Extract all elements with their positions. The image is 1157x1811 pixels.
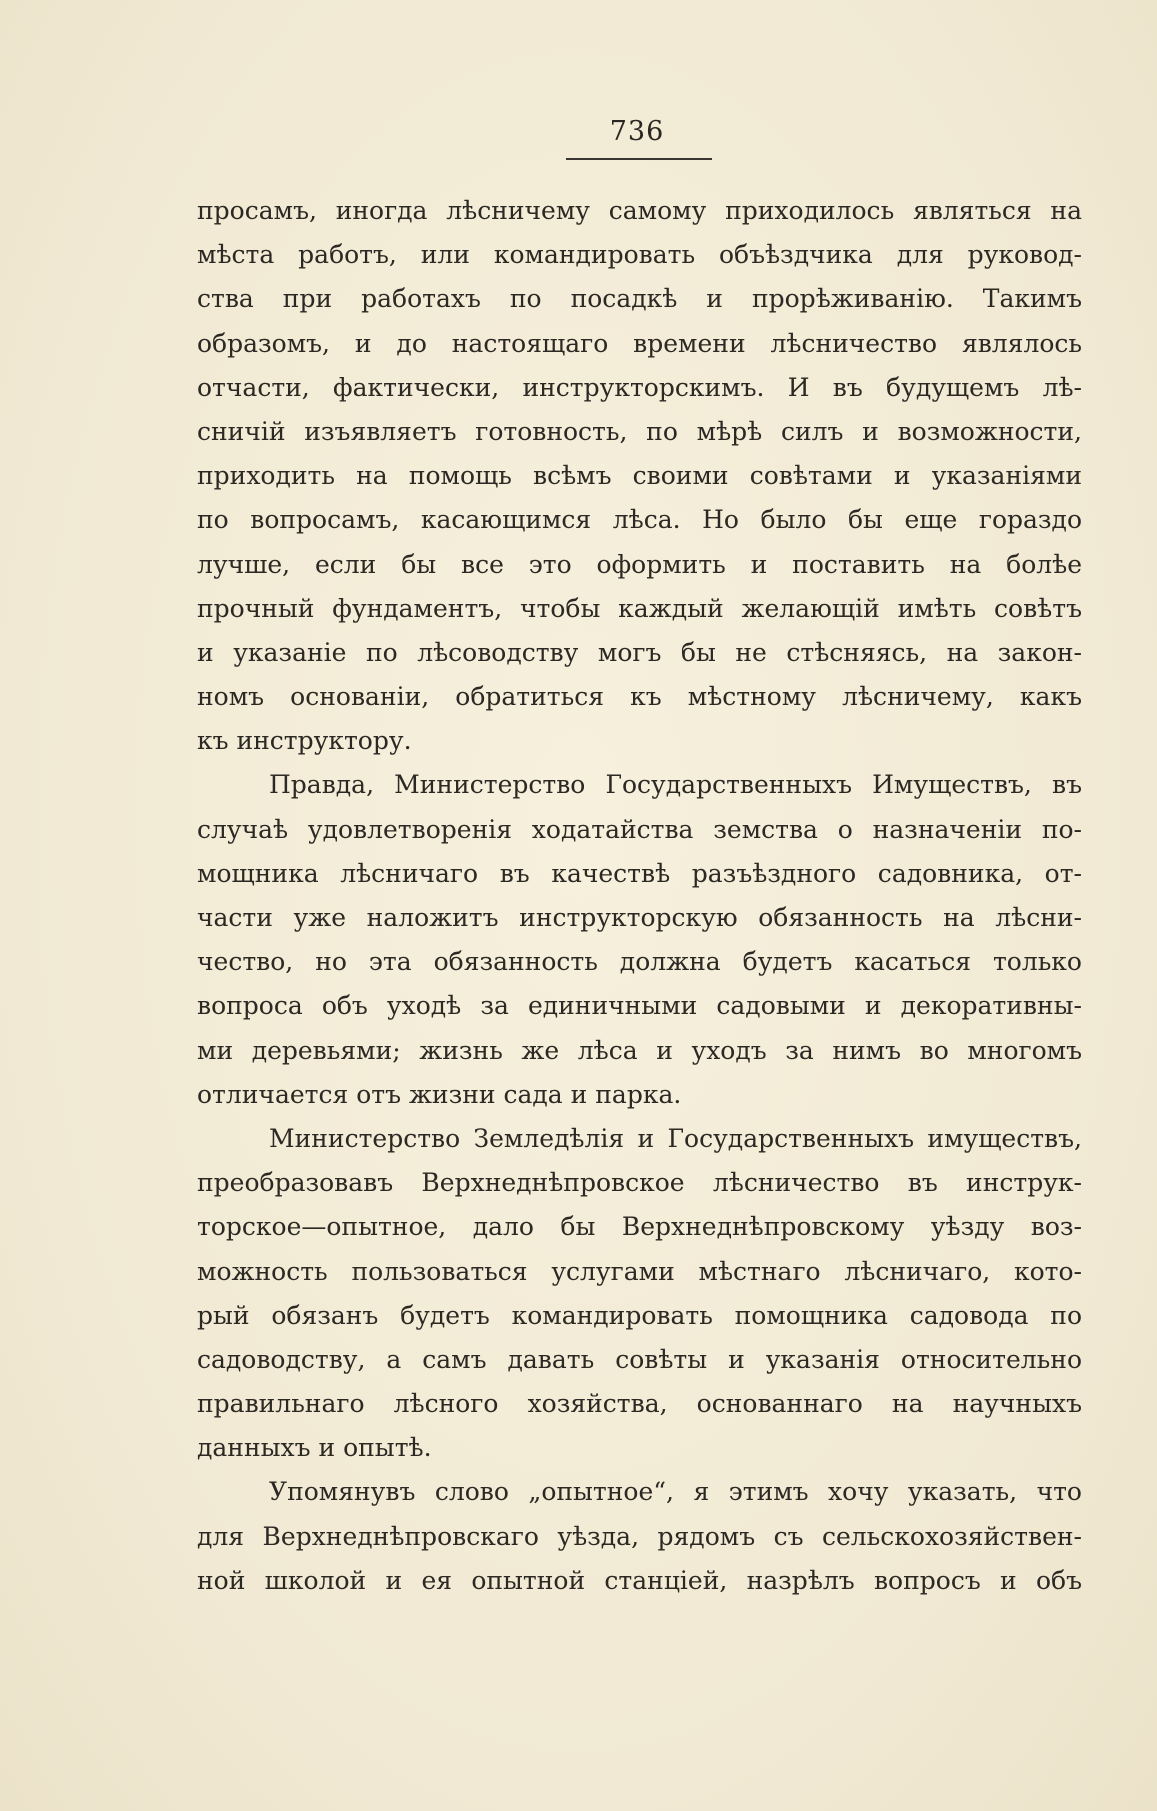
text-line: преобразовавъ Верхнеднѣпровское лѣсничество въ инструк- [197, 1168, 1082, 1198]
paragraph-4 [197, 1470, 1082, 1603]
text-line: рый обязанъ будетъ командировать помощника садовода по [197, 1300, 1082, 1330]
text-line: отчасти, фактически, инструкторскимъ. И въ будущемъ лѣ- [197, 372, 1082, 402]
text-line: случаѣ удовлетворенія ходатайства земства о назначеніи по- [197, 814, 1082, 844]
page-number-rule [566, 158, 712, 160]
text-line: сничій изъявляетъ готовность, по мѣрѣ силъ и возможности, [197, 416, 1082, 446]
text-line: номъ основаніи, обратиться къ мѣстному лѣсничему, какъ [197, 682, 1082, 712]
text-line: Правда, Министерство Государственныхъ Имуществъ, въ [269, 770, 1082, 800]
text-line: и указаніе по лѣсоводству могъ бы не стѣсняясь, на закон- [197, 637, 1082, 667]
body-text [197, 189, 1082, 1603]
text-line: садоводству, а самъ давать совѣты и указанія относительно [197, 1344, 1082, 1374]
text-line: мѣста работъ, или командировать объѣздчика для руковод- [197, 240, 1082, 270]
text-line: образомъ, и до настоящаго времени лѣсничество являлось [197, 328, 1082, 358]
paragraph-1 [197, 189, 1082, 763]
text-line: правильнаго лѣсного хозяйства, основаннаго на научныхъ [197, 1389, 1082, 1419]
text-line: чество, но эта обязанность должна будетъ касаться только [197, 947, 1082, 977]
text-line: мощника лѣсничаго въ качествѣ разъѣздного садовника, от- [197, 858, 1082, 888]
text-line: можность пользоваться услугами мѣстнаго лѣсничаго, кото- [197, 1256, 1082, 1286]
paragraph-2 [197, 763, 1082, 1117]
text-line: ной школой и ея опытной станціей, назрѣлъ вопросъ и объ [197, 1565, 1082, 1595]
text-line: ми деревьями; жизнь же лѣса и уходъ за нимъ во многомъ [197, 1035, 1082, 1065]
text-line: по вопросамъ, касающимся лѣса. Но было бы еще гораздо [197, 505, 1082, 535]
text-line: лучше, если бы все это оформить и поставить на болѣе [197, 549, 1082, 579]
text-line: приходить на помощь всѣмъ своими совѣтами и указаніями [197, 461, 1082, 491]
text-line: ства при работахъ по посадкѣ и прорѣживанію. Такимъ [197, 284, 1082, 314]
page-number: 736 [609, 116, 665, 147]
text-line: отличается отъ жизни сада и парка. [197, 1079, 682, 1109]
text-line: Упомянувъ слово „опытное“, я этимъ хочу указать, что [269, 1477, 1082, 1507]
paragraph-3 [197, 1117, 1082, 1471]
text-line: просамъ, иногда лѣсничему самому приходилось являться на [197, 196, 1082, 225]
text-line: для Верхнеднѣпровскаго уѣзда, рядомъ съ сельскохозяйствен- [197, 1521, 1082, 1551]
text-line: торское—опытное, дало бы Верхнеднѣпровскому уѣзду воз- [197, 1212, 1082, 1242]
text-line: прочный фундаментъ, чтобы каждый желающій имѣть совѣтъ [197, 593, 1082, 623]
text-line: части уже наложитъ инструкторскую обязанность на лѣсни- [197, 903, 1082, 932]
text-line: къ инструктору. [197, 726, 412, 756]
text-line: вопроса объ уходѣ за единичными садовыми и декоративны- [197, 991, 1082, 1021]
text-line: данныхъ и опытѣ. [197, 1433, 432, 1463]
text-line: Министерство Земледѣлія и Государственныхъ имуществъ, [269, 1123, 1082, 1153]
